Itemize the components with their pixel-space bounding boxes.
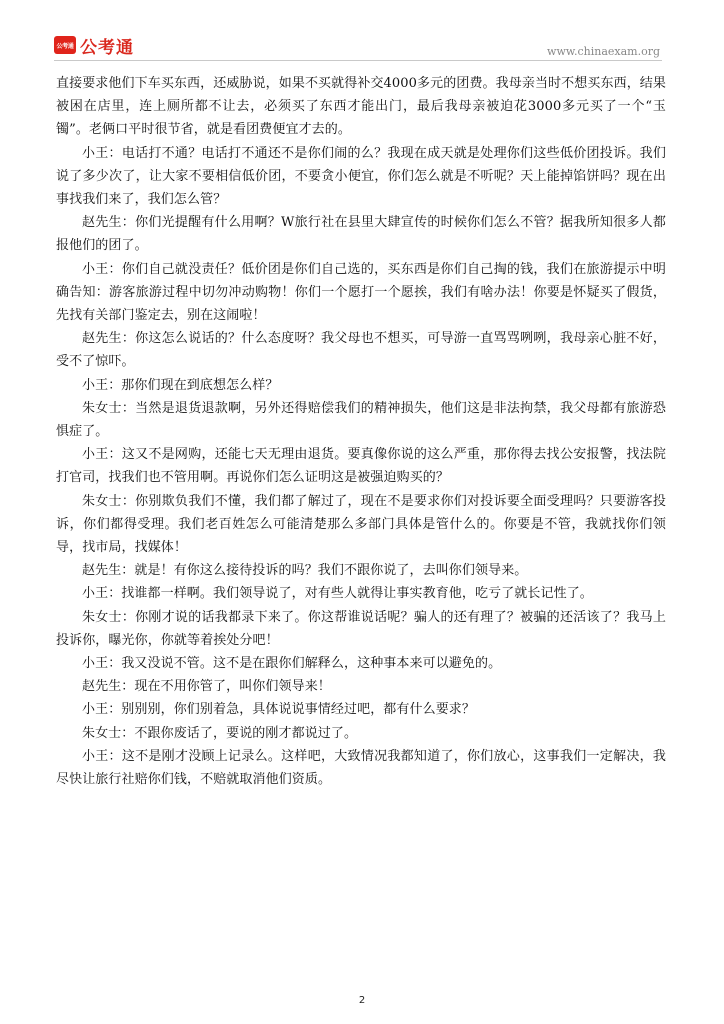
- paragraph: 朱女士：你别欺负我们不懂，我们都了解过了，现在不是要求你们对投诉要全面受理吗？只要游客投诉，你们都得受理。我们老百姓怎么可能清楚那么多部门具体是管什么的。你要是不管，我就找你们领导，找市局，找媒体！: [56, 493, 666, 556]
- paragraph: 小王：我又没说不管。这不是在跟你们解释么，这种事本来可以避免的。: [82, 656, 502, 672]
- page-number: 2: [358, 995, 366, 1006]
- paragraph: 赵先生：你这怎么说话的？什么态度呀？我父母也不想买，可导游一直骂骂咧咧，我母亲心脏不好，受不了惊吓。: [56, 331, 666, 370]
- paragraph: 小王：找谁都一样啊。我们领导说了，对有些人就得让事实教育他，吃亏了就长记性了。: [82, 586, 593, 602]
- page-header: [0, 0, 724, 64]
- paragraph: 朱女士：不跟你废话了，要说的刚才都说过了。: [82, 725, 358, 741]
- paragraph: 小王：电话打不通？电话打不通还不是你们闹的么？我现在成天就是处理你们这些低价团投诉。我们说了多少次了，让大家不要相信低价团，不要贪小便宜，你们怎么就是不听呢？天上能掉馅饼吗？现在出事找我们来了，我们怎么管？: [56, 145, 666, 208]
- site-url[interactable]: www.chinaexam.org: [547, 45, 660, 58]
- brand-logo[interactable]: [54, 34, 134, 56]
- paragraph: 小王：别别别，你们别着急，具体说说事情经过吧，都有什么要求？: [82, 702, 476, 718]
- logo-badge-icon: 公考通: [54, 36, 76, 54]
- document-body: [56, 72, 666, 791]
- paragraph: 小王：这又不是网购，还能七天无理由退货。要真像你说的这么严重，那你得去找公安报警，找法院打官司，找我们也不管用啊。再说你们怎么证明这是被强迫购买的？: [56, 447, 666, 486]
- paragraph: 赵先生：你们光提醒有什么用啊？W旅行社在县里大肆宣传的时候你们怎么不管？据我所知很多人都报他们的团了。: [56, 215, 666, 254]
- logo-text: 公考通: [80, 37, 134, 58]
- paragraph: 小王：那你们现在到底想怎么样？: [82, 377, 279, 393]
- paragraph: 小王：这不是刚才没顾上记录么。这样吧，大致情况我都知道了，你们放心，这事我们一定解决，我尽快让旅行社赔你们钱，不赔就取消他们资质。: [56, 748, 666, 788]
- paragraph: 朱女士：你刚才说的话我都录下来了。你这帮谁说话呢？骗人的还有理了？被骗的还活该了？我马上投诉你，曝光你，你就等着挨处分吧！: [56, 609, 666, 648]
- paragraph: 直接要求他们下车买东西，还威胁说，如果不买就得补交4000多元的团费。我母亲当时不想买东西，结果被困在店里，连上厕所都不让去，必须买了东西才能出门，最后我母亲被迫花3000多元买了一个“玉镯”。老俩口平时很节省，就是看团费便宜才去的。: [56, 76, 666, 138]
- paragraph: 朱女士：当然是退货退款啊，另外还得赔偿我们的精神损失，他们这是非法拘禁，我父母都有旅游恐惧症了。: [56, 400, 666, 440]
- header-divider: [54, 60, 662, 61]
- paragraph: 小王：你们自己就没责任？低价团是你们自己选的，买东西是你们自己掏的钱，我们在旅游提示中明确告知：游客旅游过程中切勿冲动购物！你们一个愿打一个愿挨，我们有啥办法！你要是怀疑买了假货，先找有关部门鉴定去，别在这闹啦！: [56, 261, 666, 324]
- paragraph: 赵先生：现在不用你管了，叫你们领导来！: [82, 679, 331, 695]
- paragraph: 赵先生：就是！有你这么接待投诉的吗？我们不跟你说了，去叫你们领导来。: [82, 563, 528, 579]
